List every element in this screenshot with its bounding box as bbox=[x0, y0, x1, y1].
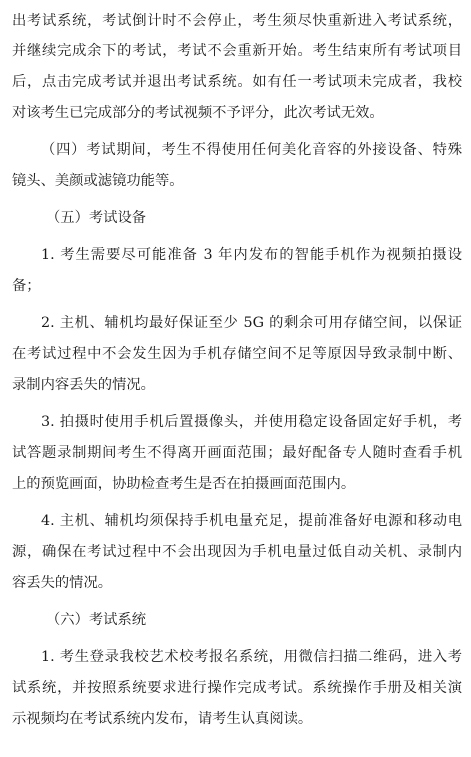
paragraph-line: 2. 主机、辅机均最好保证至少 5G 的剩余可用存储空间，以保证 bbox=[41, 315, 462, 331]
paragraph-line: 1. 考生需要尽可能准备 3 年内发布的智能手机作为视频拍摄设 bbox=[41, 247, 462, 263]
paragraph-line: 录制内容丢失的情况。 bbox=[12, 377, 155, 393]
paragraph-line: 源，确保在考试过程中不会出现因为手机电量过低自动关机、录制内 bbox=[12, 544, 462, 560]
paragraph-line: （四）考试期间，考生不得使用任何美化音容的外接设备、特殊 bbox=[41, 142, 462, 158]
paragraph-line: 后，点击完成考试并退出考试系统。如有任一考试项未完成者，我校 bbox=[12, 74, 462, 90]
paragraph-line: 并继续完成余下的考试，考试不会重新开始。考生结束所有考试项目 bbox=[12, 43, 462, 59]
paragraph-line: 示视频均在考试系统内发布，请考生认真阅读。 bbox=[12, 711, 313, 727]
paragraph-line: 容丢失的情况。 bbox=[12, 575, 113, 591]
paragraph-line: 试答题录制期间考生不得离开画面范围；最好配备专人随时查看手机 bbox=[12, 445, 462, 461]
section-heading-equipment: （五）考试设备 bbox=[46, 210, 147, 226]
paragraph-line: 备； bbox=[12, 278, 41, 294]
paragraph-line: 出考试系统，考试倒计时不会停止，考生须尽快重新进入考试系统， bbox=[12, 13, 462, 29]
section-heading-system: （六）考试系统 bbox=[46, 612, 147, 628]
paragraph-line: 1. 考生登录我校艺术校考报名系统，用微信扫描二维码，进入考 bbox=[41, 649, 462, 665]
paragraph-line: 镜头、美颜或滤镜功能等。 bbox=[12, 173, 184, 189]
paragraph-line: 4. 主机、辅机均须保持手机电量充足，提前准备好电源和移动电 bbox=[41, 513, 462, 529]
paragraph-line: 3. 拍摄时使用手机后置摄像头，并使用稳定设备固定好手机，考 bbox=[41, 414, 462, 430]
paragraph-line: 在考试过程中不会发生因为手机存储空间不足等原因导致录制中断、 bbox=[12, 346, 462, 362]
paragraph-line: 试系统，并按照系统要求进行操作完成考试。系统操作手册及相关演 bbox=[12, 680, 462, 696]
paragraph-line: 上的预览画面，协助检查考生是否在拍摄画面范围内。 bbox=[12, 476, 356, 492]
paragraph-line: 对该考生已完成部分的考试视频不予评分，此次考试无效。 bbox=[12, 105, 384, 121]
